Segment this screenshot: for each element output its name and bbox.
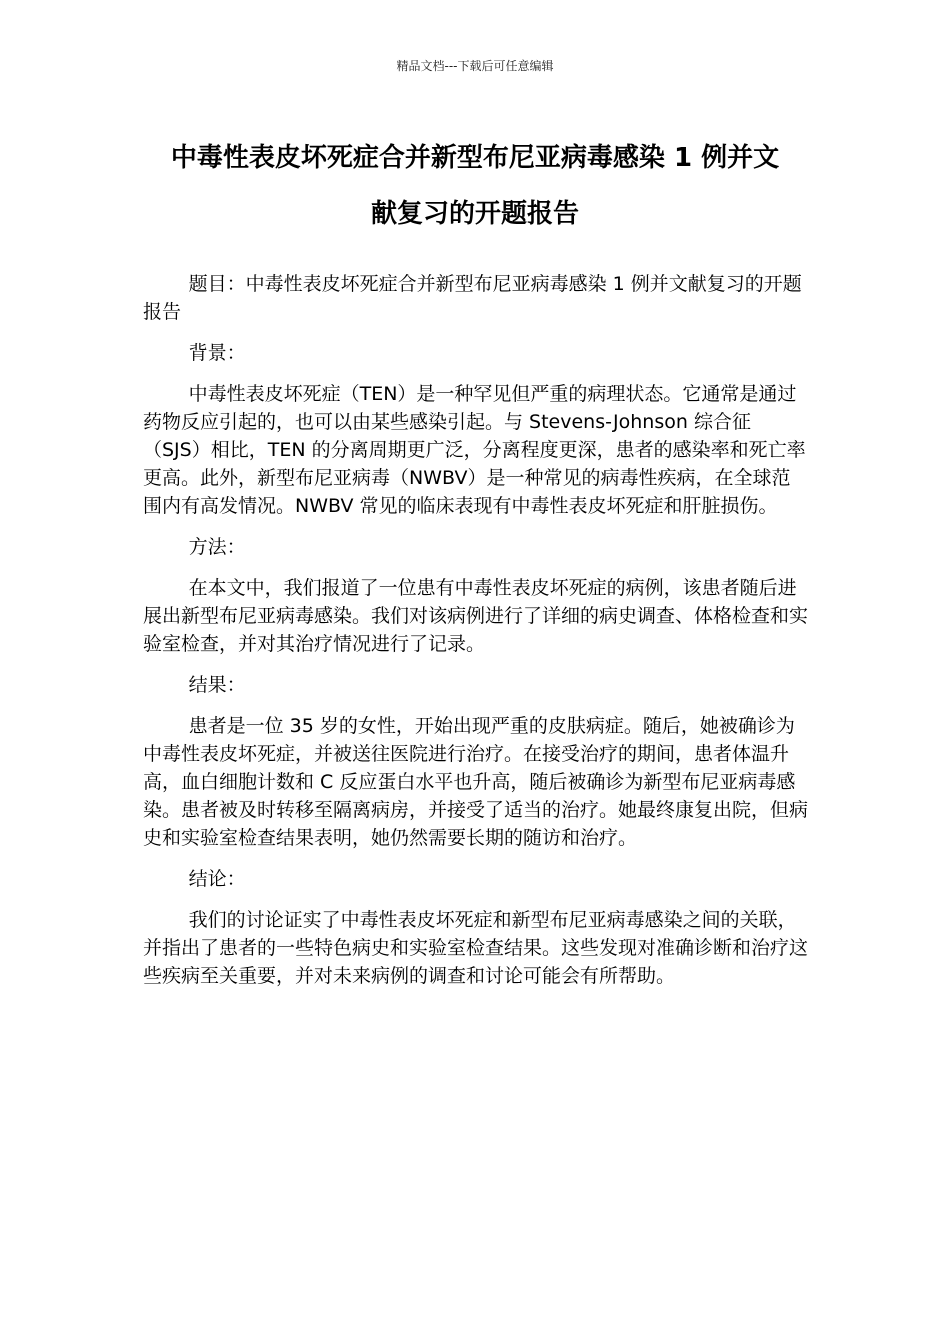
document-title-line-2: 献复习的开题报告 <box>370 199 579 229</box>
document-title-line-1: 中毒性表皮坏死症合并新型布尼亚病毒感染 1 例并文 <box>170 143 780 173</box>
topic-paragraph: 题目：中毒性表皮坏死症合并新型布尼亚病毒感染 1 例并文献复习的开题报告 <box>143 273 802 323</box>
conclusion-paragraph: 我们的讨论证实了中毒性表皮坏死症和新型布尼亚病毒感染之间的关联，并指出了患者的一些特色病史和实验室检查结果。这些发现对准确诊断和治疗这些疾病至关重要，并对未来病例的调查和讨论可能会有所帮助。 <box>143 909 809 987</box>
document-body <box>143 270 808 1003</box>
background-heading: 背景： <box>188 342 246 364</box>
results-paragraph: 患者是一位 35 岁的女性，开始出现严重的皮肤病症。随后，她被确诊为中毒性表皮坏死症，并被送往医院进行治疗。在接受治疗的期间，患者体温升高，血白细胞计数和 C 反应蛋白水平也升高，随后被确诊为新型布尼亚病毒感染。患者被及时转移至隔离病房，并接受了适当的治疗。她最终康复出院，但病史和实验室检查结果表明，她仍然需要长期的随访和治疗。 <box>143 715 809 849</box>
header-note: 精品文档---下载后可任意编辑 <box>396 59 554 73</box>
document-title <box>120 130 830 242</box>
methods-heading: 方法： <box>188 536 246 558</box>
methods-paragraph: 在本文中，我们报道了一位患有中毒性表皮坏死症的病例，该患者随后进展出新型布尼亚病毒感染。我们对该病例进行了详细的病史调查、体格检查和实验室检查，并对其治疗情况进行了记录。 <box>143 577 809 655</box>
conclusion-heading: 结论： <box>188 868 246 890</box>
results-heading: 结果： <box>188 674 246 696</box>
background-paragraph: 中毒性表皮坏死症（TEN）是一种罕见但严重的病理状态。它通常是通过药物反应引起的，也可以由某些感染引起。与 Stevens-Johnson 综合征（SJS）相比，TEN 的分离周期更广泛，分离程度更深，患者的感染率和死亡率更高。此外，新型布尼亚病毒（NWBV）是一种常见的病毒性疾病，在全球范围内有高发情况。NWBV 常见的临床表现有中毒性表皮坏死症和肝脏损伤。 <box>143 383 806 517</box>
